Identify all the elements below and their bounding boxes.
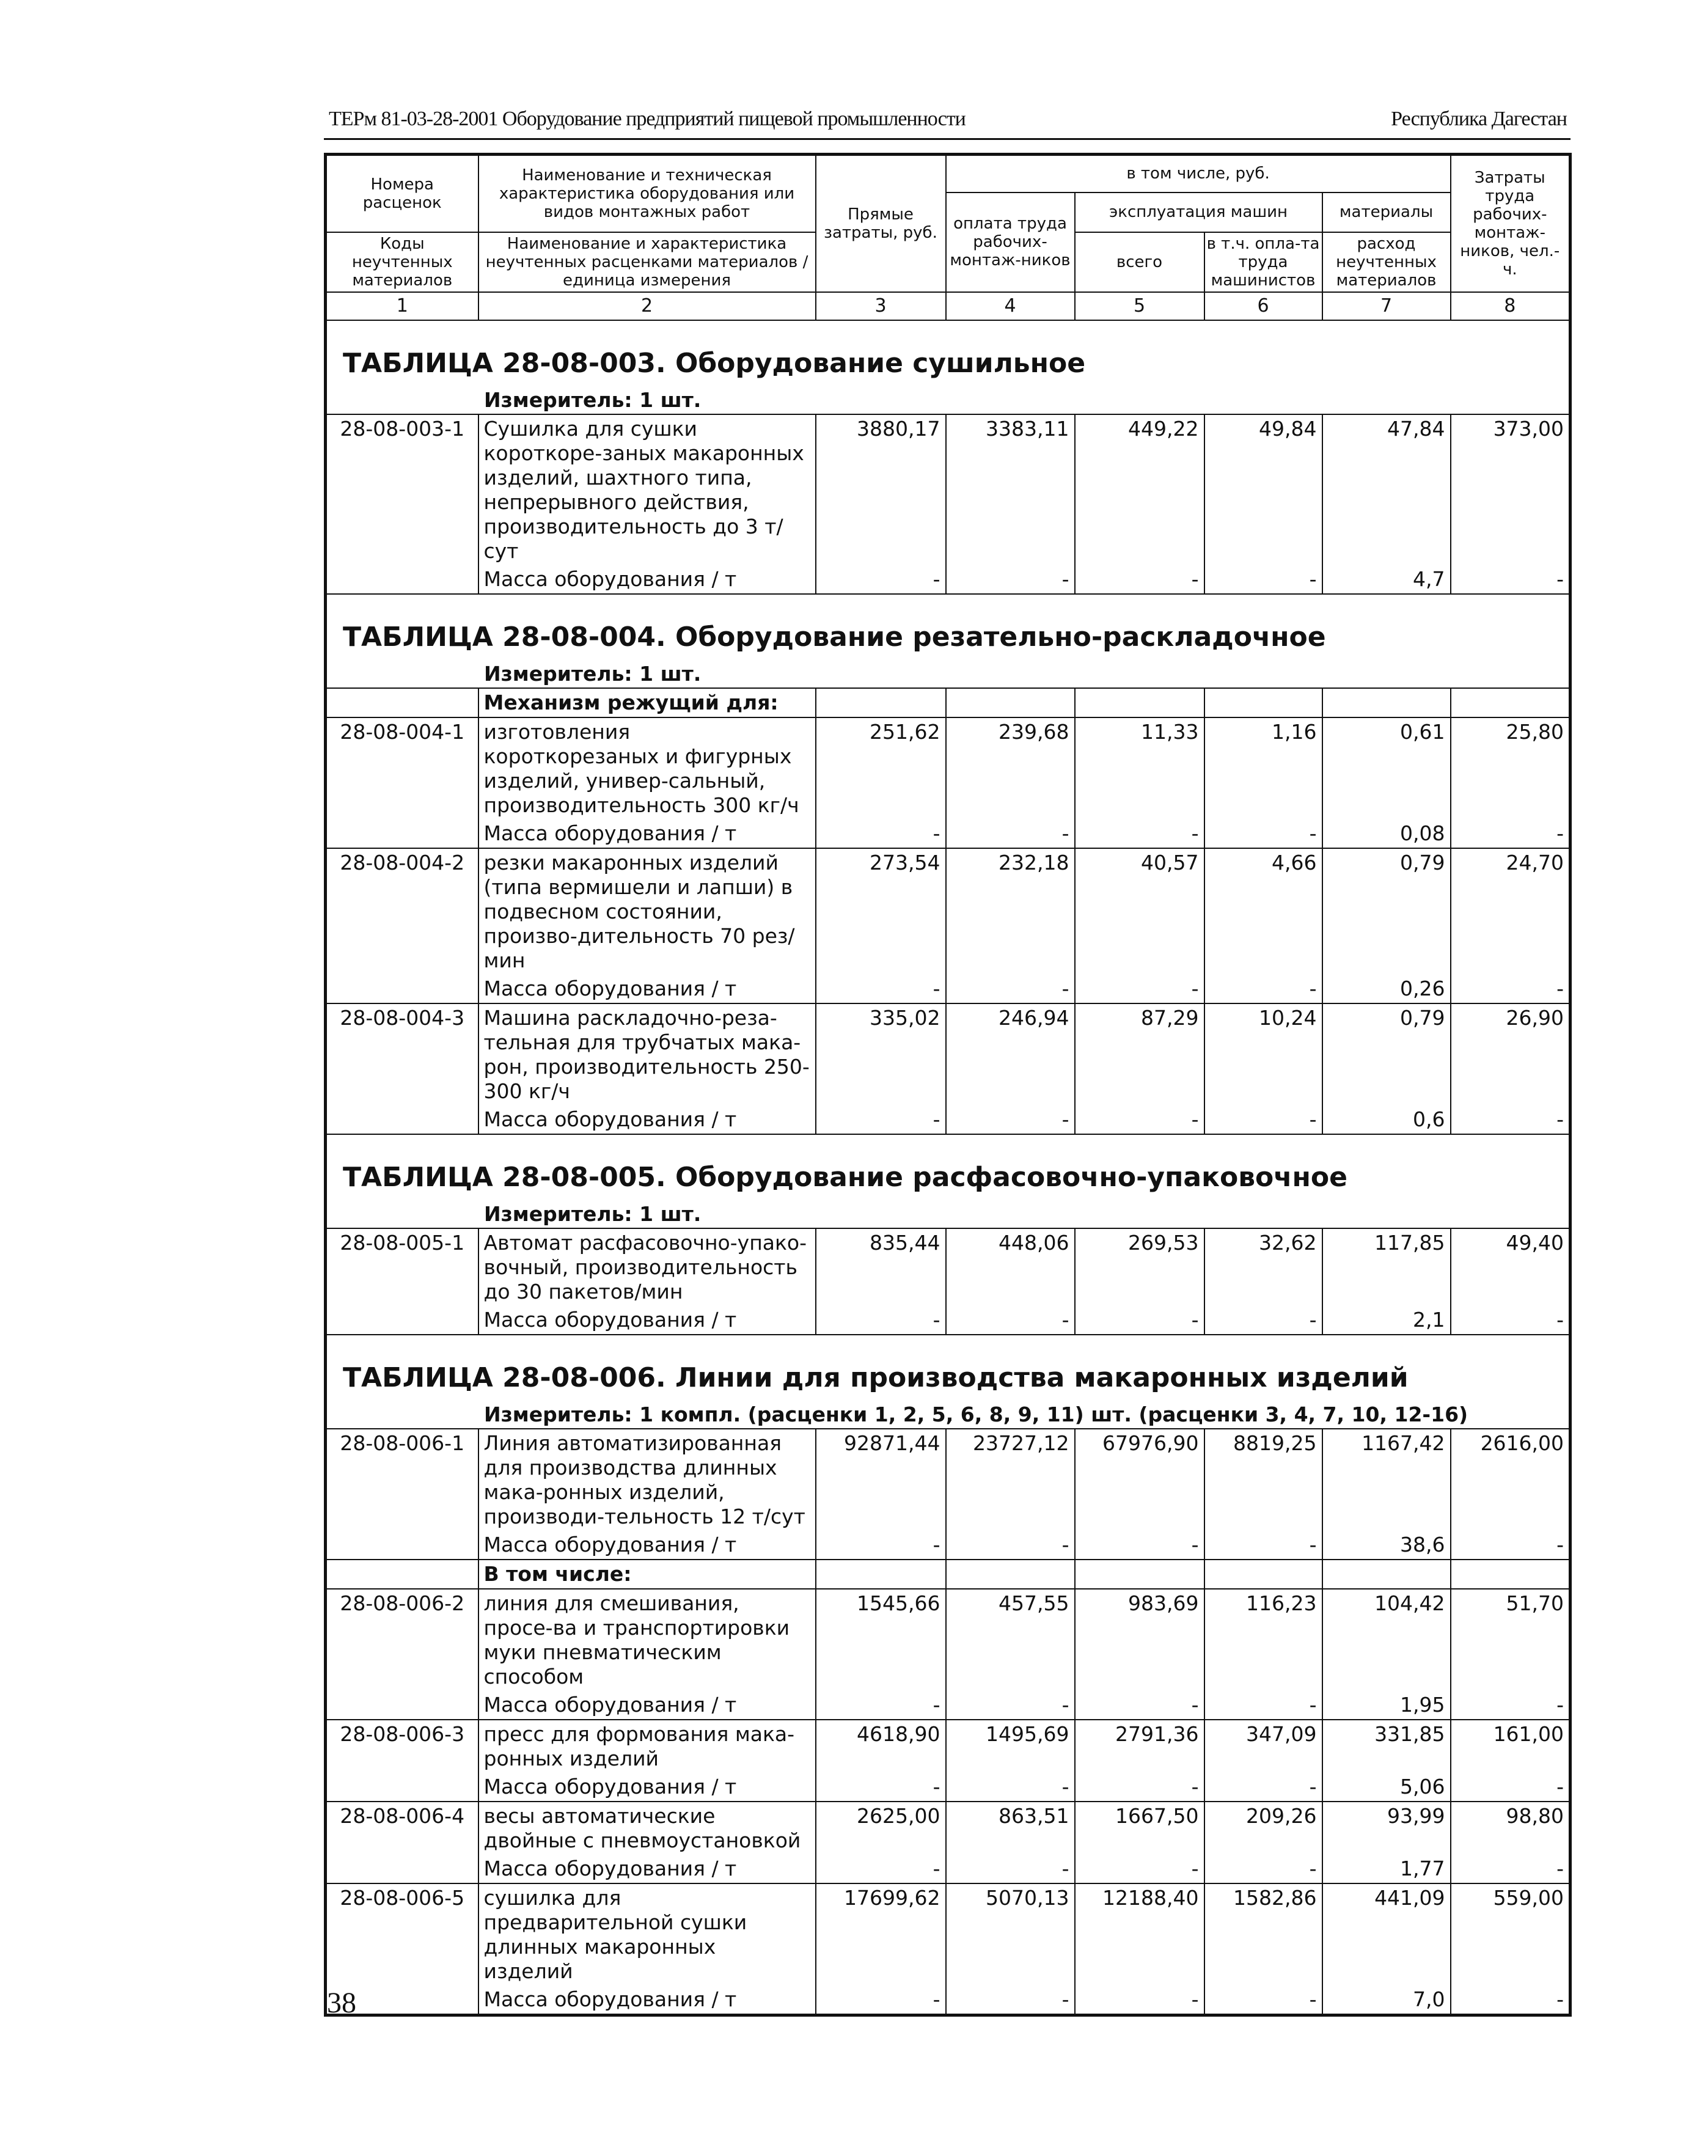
mass-label: Масса оборудования / т	[478, 1306, 816, 1335]
item-name: линия для смешивания, просе-ва и транспортировки муки пневматическим способом	[478, 1589, 816, 1691]
item-name: весы автоматические двойные с пневмоустановкой	[478, 1802, 816, 1855]
item-name: Автомат расфасовочно-упако-вочный, производительность до 30 пакетов/мин	[478, 1228, 816, 1306]
rate-code: 28-08-004-2	[326, 848, 478, 1003]
mass-row: Масса оборудования / т - - - - 1,95 -	[326, 1691, 1571, 1720]
group-title: В том числе:	[478, 1560, 816, 1589]
item-name: пресс для формования мака-ронных изделий	[478, 1720, 816, 1773]
measure-unit: Измеритель: 1 шт.	[326, 658, 1571, 688]
col-header-material-consumption: расход неучтенных материалов	[1322, 232, 1451, 292]
mass-row: Масса оборудования / т - - - - 4,7 -	[326, 565, 1571, 594]
page-number: 38	[327, 1987, 356, 2019]
col-header-wages: оплата труда рабочих-монтаж-ников	[946, 193, 1075, 293]
col-header-machines: эксплуатация машин	[1075, 193, 1322, 233]
mass-row: Масса оборудования / т - - - - 0,26 -	[326, 975, 1571, 1003]
document-title: ТЕРм 81-03-28-2001 Оборудование предприятий пищевой промышленности	[329, 108, 966, 130]
group-row	[326, 1560, 1571, 1589]
mass-label: Масса оборудования / т	[478, 1986, 816, 2015]
section-title-row	[326, 594, 1571, 658]
col-header-including: в том числе, руб.	[946, 155, 1451, 193]
mass-label: Масса оборудования / т	[478, 1531, 816, 1560]
section-title-row	[326, 320, 1571, 384]
col-header-material-codes: Коды неучтенных материалов	[326, 232, 478, 292]
group-title: Механизм режущий для:	[478, 688, 816, 717]
measure-row	[326, 384, 1571, 414]
rate-code: 28-08-006-3	[326, 1720, 478, 1802]
mass-label: Масса оборудования / т	[478, 1773, 816, 1802]
price-table	[324, 153, 1572, 2017]
section-title: ТАБЛИЦА 28-08-003. Оборудование сушильное	[326, 320, 1571, 384]
measure-unit: Измеритель: 1 шт.	[326, 384, 1571, 414]
col-header-codes: Номера расценок	[326, 155, 478, 233]
measure-row	[326, 1399, 1571, 1429]
measure-row	[326, 658, 1571, 688]
table-row: 28-08-004-3 Машина раскладочно-реза-тельная для трубчатых мака-рон, производительность 250-300 кг/ч 335,02 246,94 87,29 10,24 0,79 26,90	[326, 1003, 1571, 1106]
mass-label: Масса оборудования / т	[478, 565, 816, 594]
section-title: ТАБЛИЦА 28-08-006. Линии для производства макаронных изделий	[326, 1335, 1571, 1399]
mass-row: Масса оборудования / т - - - - 0,6 -	[326, 1106, 1571, 1134]
mass-label: Масса оборудования / т	[478, 975, 816, 1003]
col-header-machines-total: всего	[1075, 232, 1204, 292]
rate-code: 28-08-006-4	[326, 1802, 478, 1883]
measure-row	[326, 1198, 1571, 1228]
table-row: 28-08-003-1 Сушилка для сушки короткоре-заных макаронных изделий, шахтного типа, непрерывного действия, производительность до 3 т/сут 3880,17 3383,11 449,22 49,84 47,84 373,00	[326, 414, 1571, 565]
col-header-operator-wages: в т.ч. опла-та труда машинистов	[1204, 232, 1322, 292]
section-title-row	[326, 1335, 1571, 1399]
section-title: ТАБЛИЦА 28-08-005. Оборудование расфасовочно-упаковочное	[326, 1134, 1571, 1198]
rate-code: 28-08-005-1	[326, 1228, 478, 1335]
table-row: 28-08-004-1 изготовления короткорезаных и фигурных изделий, универ-сальный, производительность 300 кг/ч 251,62 239,68 11,33 1,16 0,61 25,80	[326, 717, 1571, 820]
rate-code: 28-08-006-2	[326, 1589, 478, 1720]
rate-code: 28-08-006-5	[326, 1883, 478, 2015]
mass-row: Масса оборудования / т - - - - 38,6 -	[326, 1531, 1571, 1560]
mass-label: Масса оборудования / т	[478, 1691, 816, 1720]
region-name: Республика Дагестан	[1391, 108, 1567, 130]
table-row: 28-08-006-4 весы автоматические двойные с пневмоустановкой 2625,00 863,51 1667,50 209,26 93,99 98,80	[326, 1802, 1571, 1855]
mass-row: Масса оборудования / т - - - - 1,77 -	[326, 1855, 1571, 1883]
mass-row: Масса оборудования / т - - - - 7,0 -	[326, 1986, 1571, 2015]
item-name: Сушилка для сушки короткоре-заных макаронных изделий, шахтного типа, непрерывного действия, производительность до 3 т/сут	[478, 414, 816, 565]
col-header-name: Наименование и техническая характеристика оборудования или видов монтажных работ	[478, 155, 816, 233]
col-header-material-names: Наименование и характеристика неучтенных расценками материалов / единица измерения	[478, 232, 816, 292]
col-header-materials: материалы	[1322, 193, 1451, 233]
item-name: Линия автоматизированная для производства длинных мака-ронных изделий, производи-тельность 12 т/сут	[478, 1429, 816, 1531]
item-name: Машина раскладочно-реза-тельная для трубчатых мака-рон, производительность 250-300 кг/ч	[478, 1003, 816, 1106]
col-header-labor: Затраты труда рабочих-монтаж-ников, чел.-ч.	[1451, 155, 1571, 293]
table-row: 28-08-006-3 пресс для формования мака-ронных изделий 4618,90 1495,69 2791,36 347,09 331,85 161,00	[326, 1720, 1571, 1773]
table-row: 28-08-006-5 сушилка для предварительной сушки длинных макаронных изделий 17699,62 5070,13 12188,40 1582,86 441,09 559,00	[326, 1883, 1571, 1986]
measure-unit: Измеритель: 1 компл. (расценки 1, 2, 5, 6, 8, 9, 11) шт. (расценки 3, 4, 7, 10, 12-16)	[326, 1399, 1571, 1429]
mass-label: Масса оборудования / т	[478, 820, 816, 848]
table-row: 28-08-005-1 Автомат расфасовочно-упако-вочный, производительность до 30 пакетов/мин 835,44 448,06 269,53 32,62 117,85 49,40	[326, 1228, 1571, 1306]
rate-code: 28-08-004-3	[326, 1003, 478, 1134]
item-name: резки макаронных изделий (типа вермишели и лапши) в подвесном состоянии, произво-дительность 70 рез/мин	[478, 848, 816, 975]
section-title: ТАБЛИЦА 28-08-004. Оборудование резательно-раскладочное	[326, 594, 1571, 658]
mass-row: Масса оборудования / т - - - - 5,06 -	[326, 1773, 1571, 1802]
mass-label: Масса оборудования / т	[478, 1106, 816, 1134]
item-name: сушилка для предварительной сушки длинных макаронных изделий	[478, 1883, 816, 1986]
rate-code: 28-08-003-1	[326, 414, 478, 594]
item-name: изготовления короткорезаных и фигурных изделий, универ-сальный, производительность 300 кг/ч	[478, 717, 816, 820]
table-row: 28-08-006-2 линия для смешивания, просе-ва и транспортировки муки пневматическим способом 1545,66 457,55 983,69 116,23 104,42 51,70	[326, 1589, 1571, 1691]
rate-code: 28-08-006-1	[326, 1429, 478, 1560]
mass-row: Масса оборудования / т - - - - 2,1 -	[326, 1306, 1571, 1335]
group-row	[326, 688, 1571, 717]
section-title-row	[326, 1134, 1571, 1198]
table-row: 28-08-004-2 резки макаронных изделий (типа вермишели и лапши) в подвесном состоянии, произво-дительность 70 рез/мин 273,54 232,18 40,57 4,66 0,79 24,70	[326, 848, 1571, 975]
mass-label: Масса оборудования / т	[478, 1855, 816, 1883]
measure-unit: Измеритель: 1 шт.	[326, 1198, 1571, 1228]
page-header	[324, 104, 1571, 140]
rate-code: 28-08-004-1	[326, 717, 478, 848]
col-header-direct-costs: Прямые затраты, руб.	[816, 155, 946, 293]
table-row: 28-08-006-1 Линия автоматизированная для производства длинных мака-ронных изделий, производи-тельность 12 т/сут 92871,44 23727,12 67976,90 8819,25 1167,42 2616,00	[326, 1429, 1571, 1531]
mass-row: Масса оборудования / т - - - - 0,08 -	[326, 820, 1571, 848]
column-numbers-row: 1 2 3 4 5 6 7 8	[326, 292, 1571, 320]
